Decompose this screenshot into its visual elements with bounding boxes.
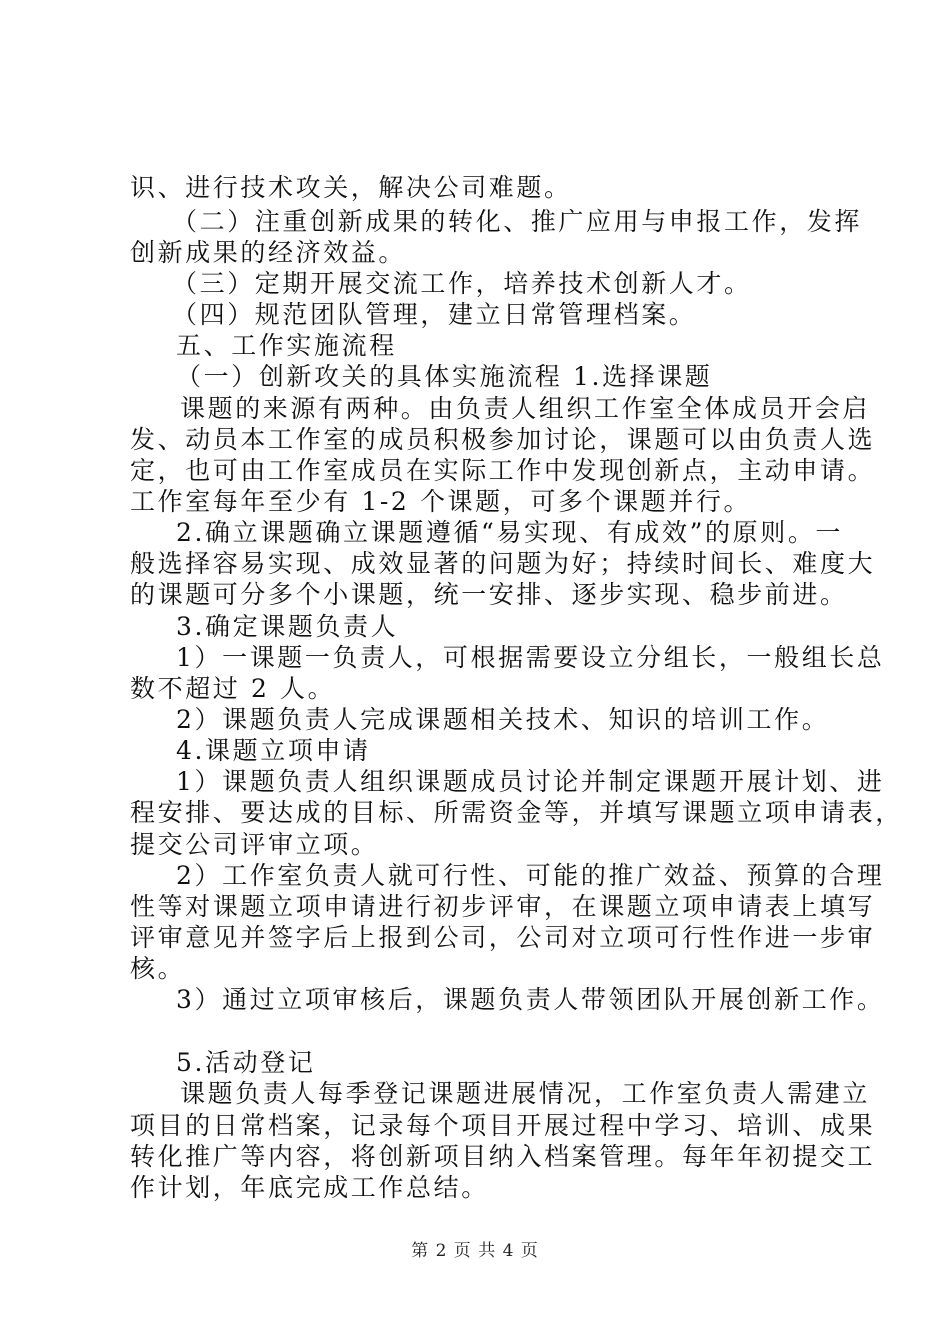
text-line: 2.确立课题确立课题遵循“易实现、有成效”的原则。一 [176,518,844,547]
text-line: 课题负责人每季登记课题进展情况，工作室负责人需建立 [180,1079,871,1108]
text-line: 转化推广等内容，将创新项目纳入档案管理。每年年初提交工 [130,1142,876,1171]
text-line: 3.确定课题负责人 [176,612,399,641]
text-line: 2）课题负责人完成课题相关技术、知识的培训工作。 [176,705,830,734]
text-line: 5.活动登记 [176,1048,316,1077]
text-line: 提交公司评审立项。 [130,830,379,859]
text-line: 作计划，年底完成工作总结。 [130,1173,489,1202]
subsection-heading: （一）创新攻关的具体实施流程 1.选择课题 [176,362,713,391]
text-line: 评审意见并签字后上报到公司，公司对立项可行性作进一步审 [130,923,876,952]
text-line: 性等对课题立项申请进行初步评审，在课题立项申请表上填写 [130,892,876,921]
text-line: 数不超过 2 人。 [130,674,336,703]
text-line: （三）定期开展交流工作，培养技术创新人才。 [172,269,752,298]
text-line: 发、动员本工作室的成员积极参加讨论，课题可以由负责人选 [130,425,876,454]
text-line: 3）通过立项审核后，课题负责人带领团队开展创新工作。 [176,985,885,1014]
text-line: 课题的来源有两种。由负责人组织工作室全体成员开会启 [180,394,871,423]
text-line: 识、进行技术攻关，解决公司难题。 [130,173,572,202]
text-line: 创新成果的经济效益。 [130,238,407,267]
text-line: 核。 [130,954,186,983]
text-line: （二）注重创新成果的转化、推广应用与申报工作，发挥 [172,207,863,236]
text-line: 定，也可由工作室成员在实际工作中发现创新点，主动申请。 [130,456,876,485]
text-line: 项目的日常档案，记录每个项目开展过程中学习、培训、成果 [130,1111,876,1140]
page-number-footer: 第 2 页 共 4 页 [411,1241,539,1261]
section-heading: 五、工作实施流程 [176,331,397,360]
text-line: 的课题可分多个小课题，统一安排、逐步实现、稳步前进。 [130,580,848,609]
text-line: 工作室每年至少有 1-2 个课题，可多个课题并行。 [130,487,752,516]
text-line: 般选择容易实现、成效显著的问题为好；持续时间长、难度大 [130,549,876,578]
text-line: （四）规范团队管理，建立日常管理档案。 [172,300,697,329]
text-line: 4.课题立项申请 [176,736,371,765]
text-line: 1）课题负责人组织课题成员讨论并制定课题开展计划、进 [176,767,885,796]
text-line: 1）一课题一负责人，可根据需要设立分组长，一般组长总 [176,643,885,672]
text-line: 2）工作室负责人就可行性、可能的推广效益、预算的合理 [176,861,885,890]
text-line: 程安排、要达成的目标、所需资金等，并填写课题立项申请表， [130,798,903,827]
